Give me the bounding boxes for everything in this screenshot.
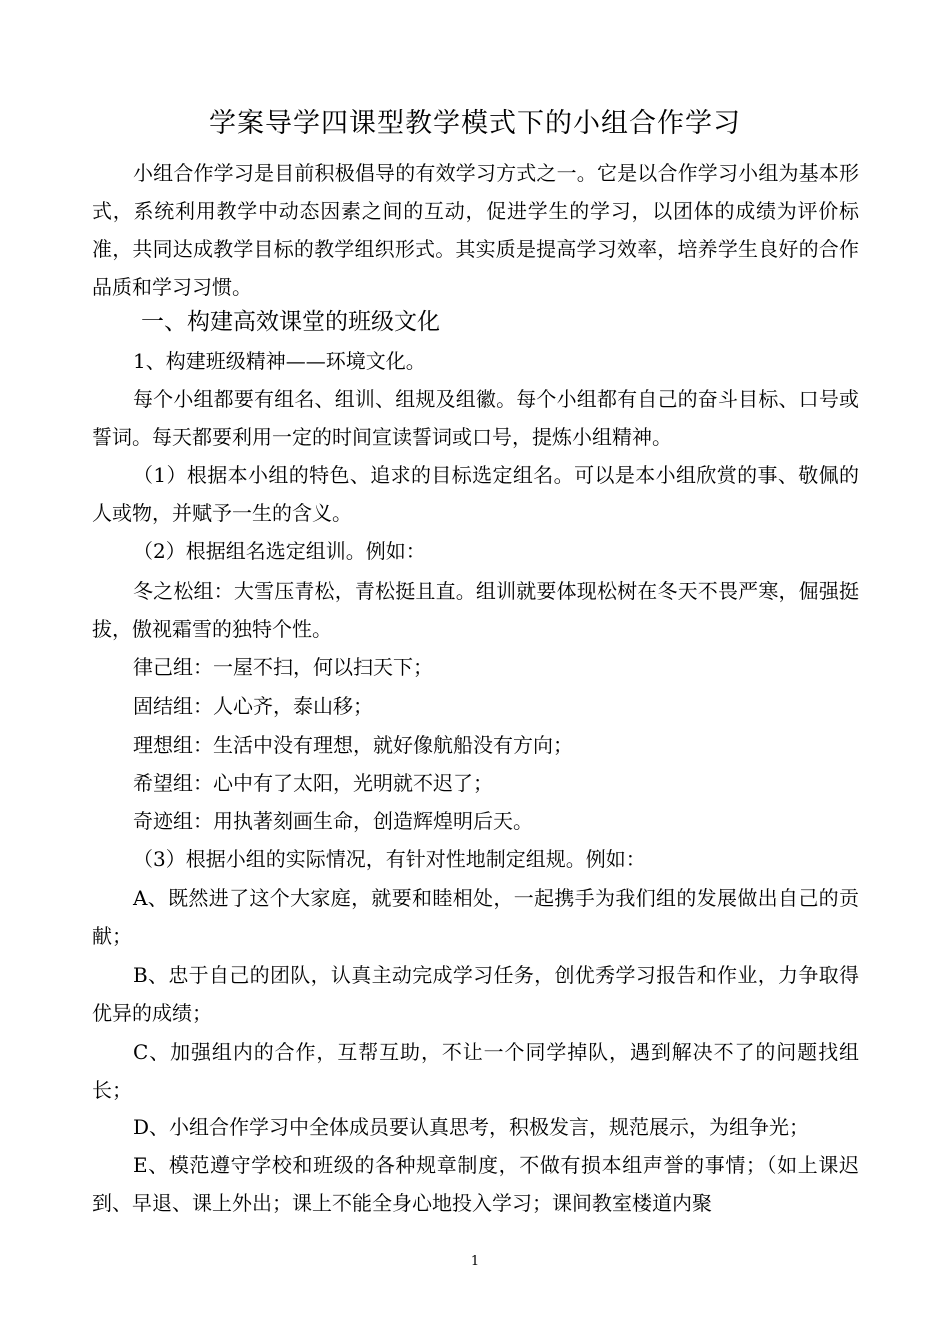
rule-item: C、加强组内的合作，互帮互助，不让一个同学掉队，遇到解决不了的问题找组长； xyxy=(92,1040,859,1102)
paragraph: （2）根据组名选定组训。例如： xyxy=(133,539,426,563)
rule-item: B、忠于自己的团队，认真主动完成学习任务，创优秀学习报告和作业，力争取得优异的成绩； xyxy=(92,963,859,1025)
page-number: 1 xyxy=(470,1254,480,1269)
motto-line: 奇迹组：用执著刻画生命，创造辉煌明后天。 xyxy=(133,809,533,833)
motto-line: 希望组：心中有了太阳，光明就不迟了； xyxy=(133,771,493,795)
section-heading: 一、构建高效课堂的班级文化 xyxy=(141,309,440,335)
motto-line: 固结组：人心齐，泰山移； xyxy=(133,694,373,718)
motto-line: 理想组：生活中没有理想，就好像航船没有方向； xyxy=(133,733,573,757)
paragraph: 每个小组都要有组名、组训、组规及组徽。每个小组都有自己的奋斗目标、口号或誓词。每天都要利用一定的时间宣读誓词或口号，提炼小组精神。 xyxy=(92,387,859,449)
document-title: 学案导学四课型教学模式下的小组合作学习 xyxy=(209,108,741,139)
rule-item: A、既然进了这个大家庭，就要和睦相处，一起携手为我们组的发展做出自己的贡献； xyxy=(92,886,859,948)
subsection-heading: 1、构建班级精神——环境文化。 xyxy=(133,349,426,373)
intro-paragraph: 小组合作学习是目前积极倡导的有效学习方式之一。它是以合作学习小组为基本形式，系统利用教学中动态因素之间的互动，促进学生的学习，以团体的成绩为评价标准，共同达成教学目标的教学组织形式。其实质是提高学习效率，培养学生良好的合作品质和学习习惯。 xyxy=(92,161,859,299)
rule-item: E、模范遵守学校和班级的各种规章制度，不做有损本组声誉的事情；（如上课迟到、早退、课上外出；课上不能全身心地投入学习；课间教室楼道内聚 xyxy=(92,1153,859,1215)
motto-line: 律己组：一屋不扫，何以扫天下； xyxy=(133,655,433,679)
paragraph: （3）根据小组的实际情况，有针对性地制定组规。例如： xyxy=(133,847,646,871)
rule-item: D、小组合作学习中全体成员要认真思考，积极发言，规范展示，为组争光； xyxy=(133,1115,810,1139)
paragraph: （1）根据本小组的特色、追求的目标选定组名。可以是本小组欣赏的事、敬佩的人或物，并赋予一生的含义。 xyxy=(92,463,859,525)
paragraph: 冬之松组：大雪压青松，青松挺且直。组训就要体现松树在冬天不畏严寒，倔强挺拔，傲视霜雪的独特个性。 xyxy=(92,579,859,641)
